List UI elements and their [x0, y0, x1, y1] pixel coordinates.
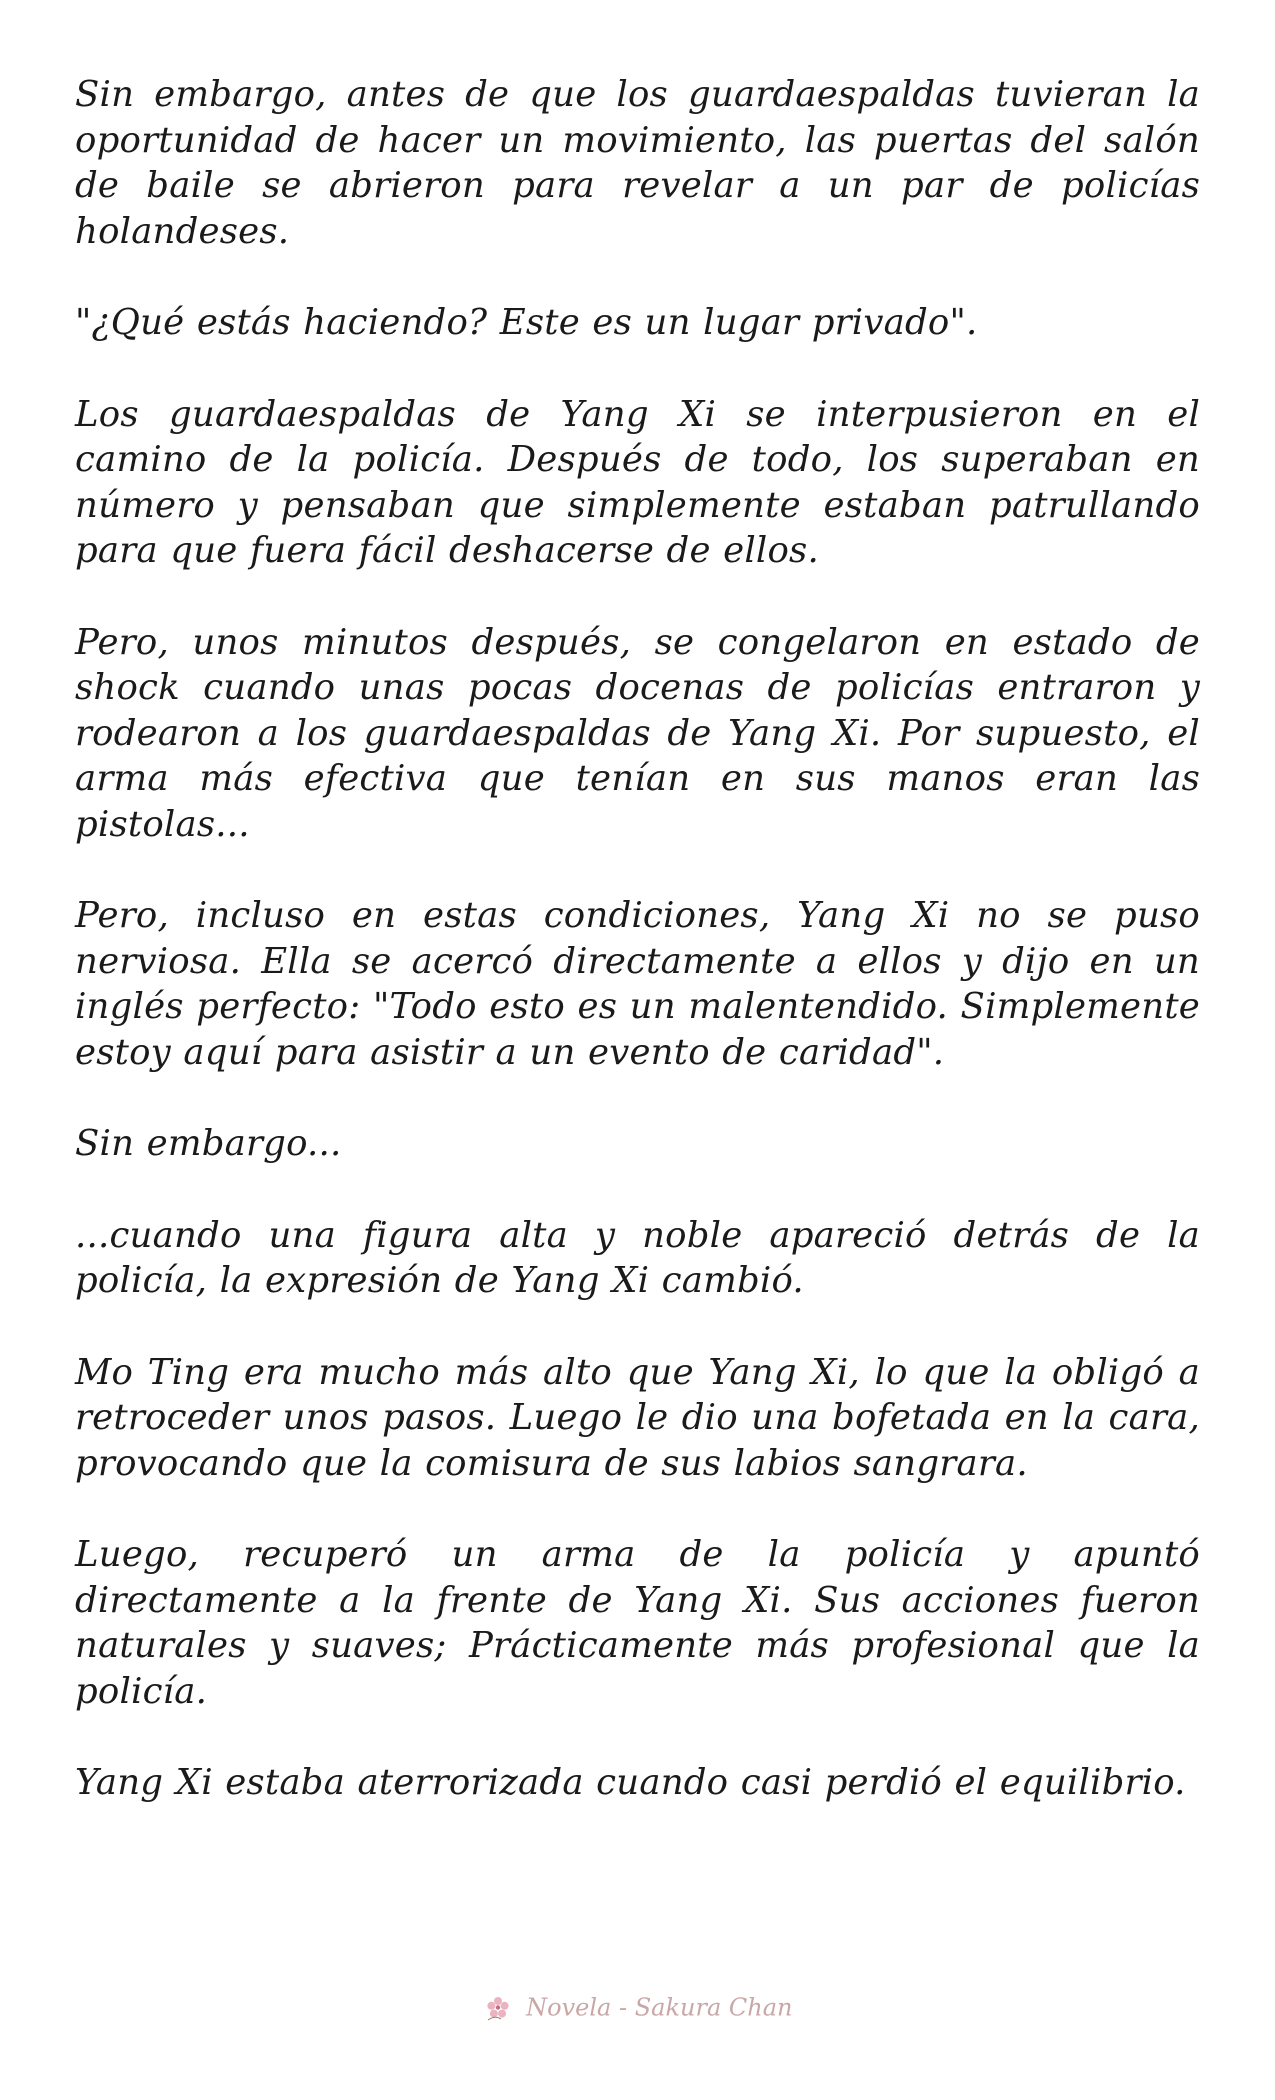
paragraph: Los guardaespaldas de Yang Xi se interpusieron en el camino de la policía. Después de todo, los superaban en número y pensaban que simplemente estaban patrullando para que fuera fácil deshacerse de ellos. — [75, 393, 1200, 571]
paragraph: Pero, incluso en estas condiciones, Yang Xi no se puso nerviosa. Ella se acercó directamente a ellos y dijo en un inglés perfecto: "Todo esto es un malentendido. Simplemente estoy aquí para asistir a un evento de caridad". — [75, 895, 1200, 1073]
paragraph: "¿Qué estás haciendo? Este es un lugar privado". — [75, 302, 978, 343]
paragraph: Mo Ting era mucho más alto que Yang Xi, lo que la obligó a retroceder unos pasos. Luego le dio una bofetada en la cara, provocando que la comisura de sus labios sangrara. — [75, 1351, 1200, 1484]
paragraph: Pero, unos minutos después, se congelaron en estado de shock cuando unas pocas docenas de policías entraron y rodearon a los guardaespaldas de Yang Xi. Por supuesto, el arma más efectiva que tenían en sus manos eran las pistolas... — [75, 621, 1200, 845]
paragraph: Sin embargo, antes de que los guardaespaldas tuvieran la oportunidad de hacer un movimiento, las puertas del salón de baile se abrieron para revelar a un par de policías holandeses. — [75, 74, 1200, 252]
watermark-text: Novela - Sakura Chan — [526, 1993, 793, 2022]
paragraph: Yang Xi estaba aterrorizada cuando casi perdió el equilibrio. — [75, 1762, 1186, 1803]
sakura-flower-icon — [483, 1993, 513, 2023]
paragraph: Sin embargo... — [75, 1123, 342, 1164]
watermark-footer — [0, 1992, 1275, 2023]
paragraph: ...cuando una figura alta y noble apareció detrás de la policía, la expresión de Yang Xi cambió. — [75, 1214, 1200, 1301]
document-body — [75, 72, 1200, 1852]
paragraph: Luego, recuperó un arma de la policía y apuntó directamente a la frente de Yang Xi. Sus acciones fueron naturales y suaves; Prácticamente más profesional que la policía. — [75, 1534, 1200, 1712]
